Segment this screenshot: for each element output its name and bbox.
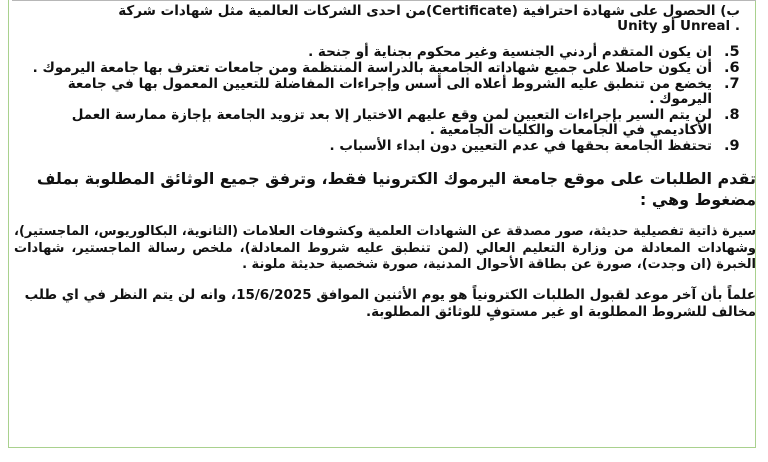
item-text: تحتفظ الجامعة بحقها في عدم التعيين دون ابداء الأسباب . bbox=[329, 138, 712, 154]
item-number: .6 bbox=[724, 60, 740, 76]
required-documents: سيرة ذاتية تفصيلية حديثة، صور مصدقة عن الشهادات العلمية وكشوفات العلامات (الثانوية، البكالوريوس، الماجستير)، وشهادات المعادلة من وزارة التعليم العالي (لمن تنطبق عليه شروط المعادلة)، ملخص رسالة الماجستير، شهادات الخبرة (ان وجدت)، صورة عن بطاقة الأحوال المدنية، صورة شخصية حديثة ملونة . bbox=[14, 224, 756, 272]
item-text: أن يكون حاصلا على جميع شهاداته الجامعية بالدراسة المنتظمة ومن جامعات تعترف بها جامعة اليرموك . bbox=[32, 60, 712, 76]
list-item bbox=[14, 45, 756, 60]
list-item bbox=[14, 77, 756, 107]
application-heading: تقدم الطلبات على موقع جامعة اليرموك الكترونيا فقط، وترفق جميع الوثائق المطلوبة بملف مضغوط وهي : bbox=[36, 169, 756, 209]
deadline-note: علماً بأن آخر موعد لقبول الطلبات الكترونياً هو يوم الأثنين الموافق 15/6/2025، وانه لن يتم النظر في اي طلب مخالف للشروط المطلوبة او غير مستوفٍ للوثائق المطلوبة. bbox=[24, 286, 756, 320]
item-number: .8 bbox=[724, 107, 740, 123]
item-number: .9 bbox=[724, 138, 740, 154]
item-text: ان يكون المتقدم أردني الجنسية وغير محكوم بجناية أو جنحة . bbox=[308, 44, 712, 60]
list-item bbox=[14, 108, 756, 138]
item-number: .7 bbox=[724, 76, 740, 92]
item-number: .5 bbox=[724, 44, 740, 60]
list-item bbox=[14, 61, 756, 76]
intro-line-2 bbox=[14, 19, 756, 34]
conditions-list bbox=[14, 45, 756, 154]
intro-line-2-text: Unity أو Unreal . bbox=[617, 18, 740, 34]
item-text: لن يتم السير بإجراءات التعيين لمن وقع عليهم الاختيار إلا بعد تزويد الجامعة بإجازة ممارسة العمل الأكاديمي في الجامعات والكليات الجامعية . bbox=[71, 107, 712, 138]
top-divider bbox=[12, 0, 756, 1]
list-item bbox=[14, 139, 756, 154]
announcement-content bbox=[14, 4, 756, 321]
intro-line-1: ب) الحصول على شهادة احترافية (Certificate)من احدى الشركات العالمية مثل شهادات شركة bbox=[118, 3, 740, 19]
item-text: يخضع من تنطبق عليه الشروط أعلاه الى أسس وإجراءات المفاضلة للتعيين المعمول بها في جامعة اليرموك . bbox=[67, 76, 712, 107]
